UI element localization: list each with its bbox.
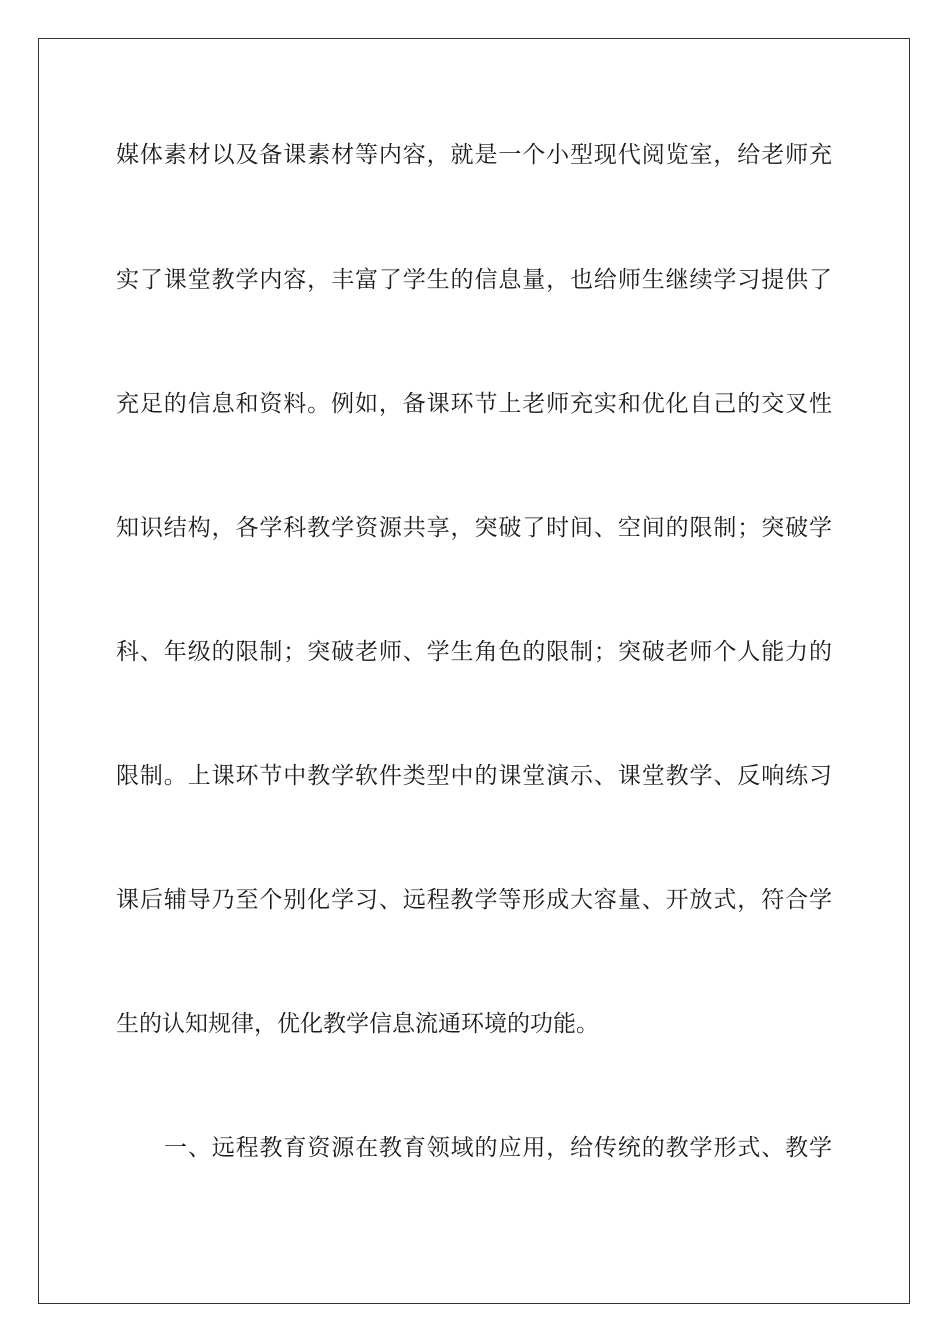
paragraph-line-6: 限制。上课环节中教学软件类型中的课堂演示、课堂教学、反响练习	[116, 763, 832, 789]
section-heading-line: 一、远程教育资源在教育领域的应用，给传统的教学形式、教学	[164, 1135, 832, 1161]
paragraph-line-8: 生的认知规律，优化教学信息流通环境的功能。	[116, 1011, 599, 1037]
paragraph-line-7: 课后辅导乃至个别化学习、远程教学等形成大容量、开放式，符合学	[116, 887, 832, 913]
paragraph-line-4: 知识结构，各学科教学资源共享，突破了时间、空间的限制；突破学	[116, 515, 832, 541]
paragraph-line-3: 充足的信息和资料。例如，备课环节上老师充实和优化自己的交叉性	[116, 391, 832, 417]
paragraph-line-5: 科、年级的限制；突破老师、学生角色的限制；突破老师个人能力的	[116, 639, 832, 665]
paragraph-line-2: 实了课堂教学内容，丰富了学生的信息量，也给师生继续学习提供了	[116, 267, 832, 293]
page-border	[38, 38, 910, 1304]
paragraph-line-1: 媒体素材以及备课素材等内容，就是一个小型现代阅览室，给老师充	[116, 142, 832, 168]
